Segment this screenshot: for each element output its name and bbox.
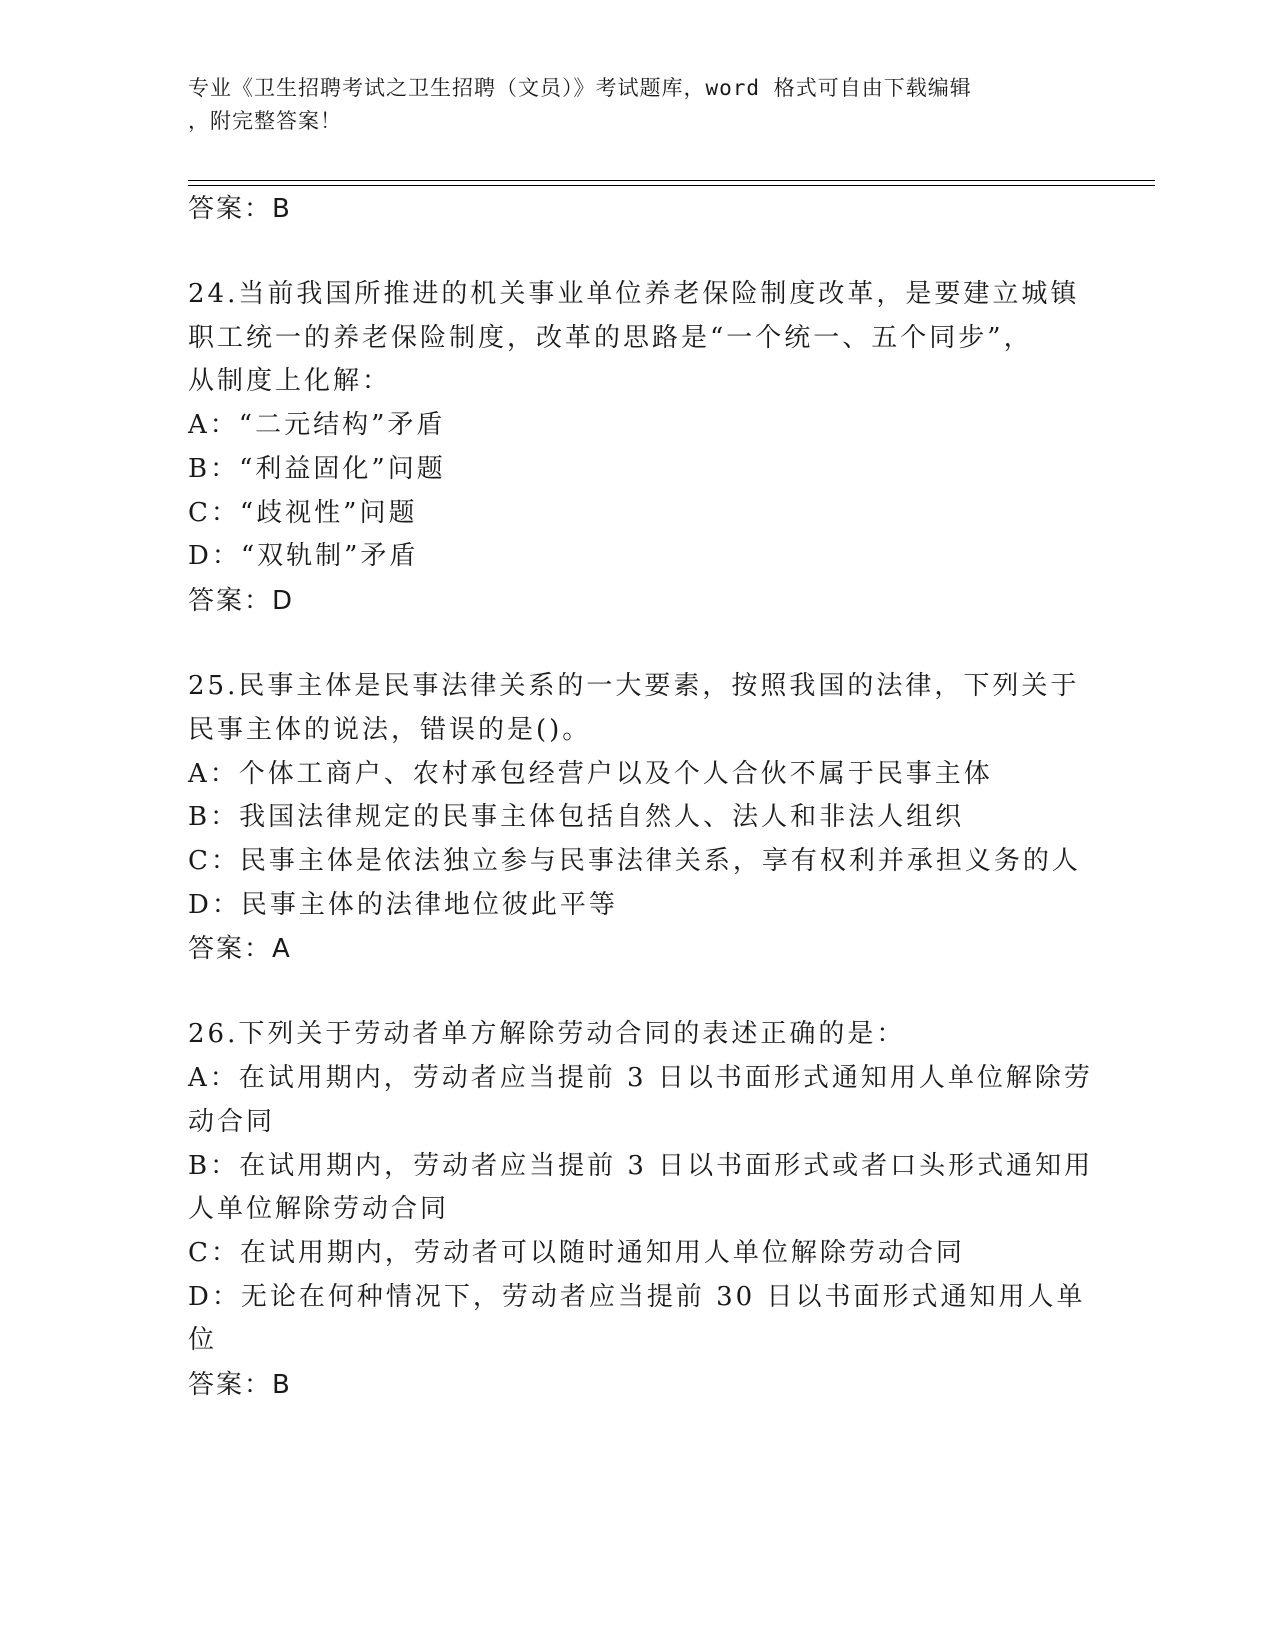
q26-stem-line-1: 26.下列关于劳动者单方解除劳动合同的表述正确的是： xyxy=(188,1019,906,1049)
answer-23: 答案：B xyxy=(188,194,292,224)
q25-option-a: A：个体工商户、农村承包经营户以及个人合伙不属于民事主体 xyxy=(188,759,993,789)
q24-stem-line-3: 从制度上化解： xyxy=(188,366,392,396)
q24-option-a: A：“二元结构”矛盾 xyxy=(188,410,446,440)
q26-option-d-line-2: 位 xyxy=(188,1325,218,1355)
q26-option-b-line-2: 人单位解除劳动合同 xyxy=(188,1194,450,1224)
answer-24: 答案：D xyxy=(188,586,295,616)
q25-stem-line-2: 民事主体的说法，错误的是()。 xyxy=(188,715,592,745)
q24-option-b: B：“利益固化”问题 xyxy=(188,454,446,484)
answer-26: 答案：B xyxy=(188,1370,292,1400)
header-line-2: ，附完整答案！ xyxy=(188,109,342,133)
header-line-1: 专业《卫生招聘考试之卫生招聘（文员）》考试题库，word 格式可自由下载编辑 xyxy=(188,76,972,100)
header-rule-bottom xyxy=(188,185,1155,186)
q26-option-a-line-1: A：在试用期内，劳动者应当提前 3 日以书面形式通知用人单位解除劳 xyxy=(188,1063,1093,1093)
q24-stem-line-2: 职工统一的养老保险制度，改革的思路是“一个统一、五个同步”， xyxy=(188,323,1033,353)
document-header xyxy=(188,72,1078,138)
q25-stem-line-1: 25.民事主体是民事法律关系的一大要素，按照我国的法律，下列关于 xyxy=(188,671,1080,701)
q26-option-d-line-1: D：无论在何种情况下，劳动者应当提前 30 日以书面形式通知用人单 xyxy=(188,1282,1086,1312)
q24-stem-line-1: 24.当前我国所推进的机关事业单位养老保险制度改革，是要建立城镇 xyxy=(188,279,1080,309)
q25-option-b: B：我国法律规定的民事主体包括自然人、法人和非法人组织 xyxy=(188,802,965,832)
q25-option-d: D：民事主体的法律地位彼此平等 xyxy=(188,890,618,920)
q24-option-c: C：“歧视性”问题 xyxy=(188,498,418,528)
q26-option-c: C：在试用期内，劳动者可以随时通知用人单位解除劳动合同 xyxy=(188,1238,965,1268)
q24-option-d: D：“双轨制”矛盾 xyxy=(188,541,419,571)
q25-option-c: C：民事主体是依法独立参与民事法律关系，享有权利并承担义务的人 xyxy=(188,846,1081,876)
q26-option-a-line-2: 动合同 xyxy=(188,1107,276,1137)
answer-25: 答案：A xyxy=(188,934,292,964)
header-rule-top xyxy=(188,180,1155,181)
q26-option-b-line-1: B：在试用期内，劳动者应当提前 3 日以书面形式或者口头形式通知用 xyxy=(188,1151,1094,1181)
